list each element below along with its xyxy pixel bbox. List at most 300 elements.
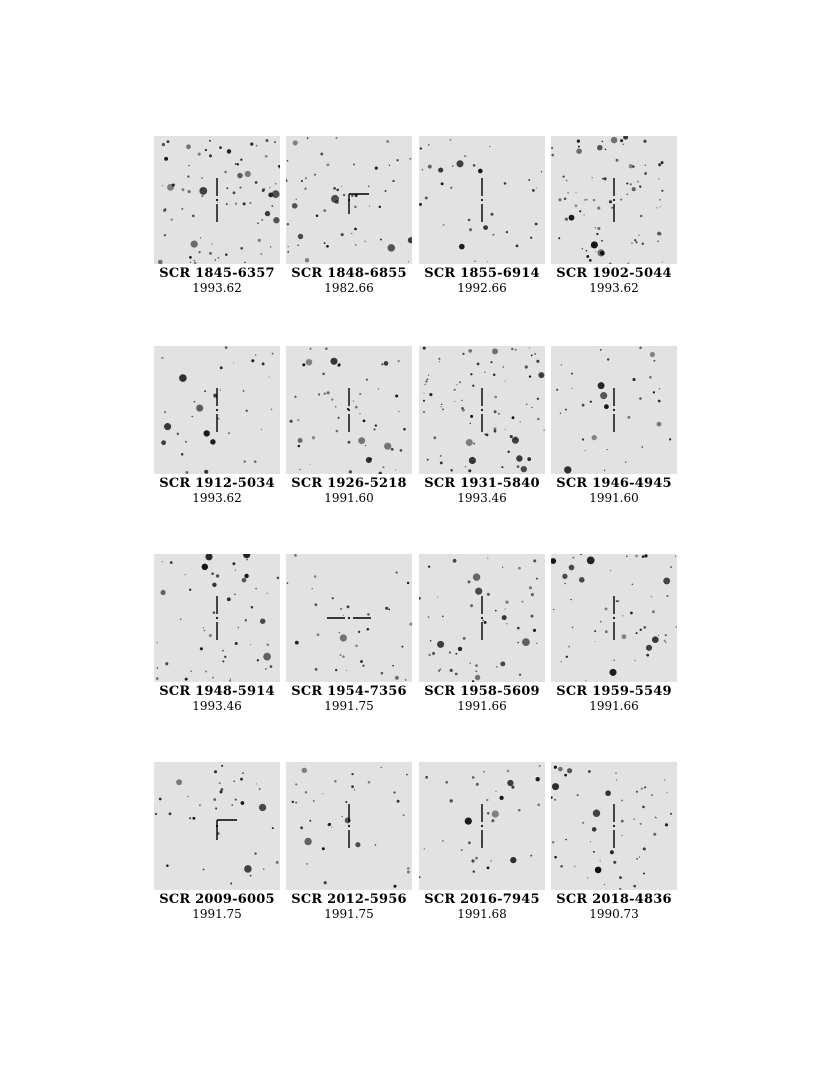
star — [475, 675, 480, 680]
star — [516, 245, 519, 248]
star — [505, 381, 506, 382]
star — [268, 193, 273, 198]
star — [265, 155, 268, 158]
star — [203, 869, 205, 871]
star — [507, 780, 513, 786]
star — [491, 819, 494, 822]
star — [643, 626, 646, 629]
star — [272, 190, 280, 198]
star — [240, 247, 243, 250]
star — [487, 867, 490, 870]
star — [232, 562, 235, 565]
star — [265, 211, 270, 216]
star — [487, 261, 488, 262]
star — [610, 570, 611, 571]
star — [619, 876, 622, 879]
star — [597, 145, 603, 151]
star — [188, 165, 189, 166]
target-star — [481, 617, 483, 619]
target-star — [216, 409, 218, 411]
star — [211, 572, 214, 575]
star — [324, 242, 326, 244]
star — [395, 394, 398, 397]
star — [309, 820, 311, 822]
star — [440, 461, 443, 464]
star — [492, 348, 498, 354]
star — [450, 669, 453, 672]
target-star — [481, 409, 483, 411]
star — [454, 389, 456, 391]
star — [334, 780, 336, 782]
star — [185, 574, 186, 575]
star-field — [154, 554, 280, 682]
star — [425, 197, 428, 200]
star — [192, 817, 195, 820]
star — [382, 466, 384, 468]
finder-image — [419, 554, 545, 682]
star — [475, 670, 477, 672]
star — [471, 859, 474, 862]
star — [379, 206, 382, 209]
star — [611, 137, 618, 144]
star — [305, 791, 307, 793]
star — [505, 429, 506, 430]
star — [466, 439, 473, 446]
star — [505, 601, 508, 604]
star — [632, 187, 636, 191]
star — [424, 848, 425, 849]
star — [646, 654, 649, 657]
star — [565, 409, 567, 411]
star — [577, 140, 580, 143]
star — [266, 139, 269, 142]
star — [442, 616, 444, 618]
star — [324, 881, 327, 884]
star — [354, 206, 357, 209]
star — [394, 885, 397, 888]
star — [395, 676, 399, 680]
star — [658, 163, 661, 166]
star — [498, 413, 500, 415]
star — [656, 817, 657, 818]
star — [164, 157, 168, 161]
object-name: SCR 1848-6855 — [291, 266, 407, 281]
star — [496, 666, 498, 668]
finder-image — [551, 346, 677, 474]
star — [353, 400, 354, 401]
star — [604, 177, 607, 180]
star — [225, 346, 228, 349]
star — [570, 599, 571, 600]
star — [244, 865, 252, 873]
star — [254, 852, 256, 854]
star — [643, 140, 646, 143]
star — [270, 246, 271, 247]
star — [469, 228, 472, 231]
star — [462, 353, 464, 355]
star — [660, 233, 662, 235]
star — [298, 234, 303, 239]
star — [529, 375, 531, 377]
star — [487, 593, 490, 596]
star — [452, 165, 453, 166]
star — [491, 361, 493, 363]
star — [621, 799, 623, 801]
star — [575, 192, 576, 193]
star — [639, 185, 641, 187]
star — [381, 767, 382, 768]
star — [650, 352, 655, 357]
star — [333, 187, 336, 190]
target-star — [216, 199, 218, 201]
star — [515, 349, 517, 351]
star — [578, 146, 580, 148]
star — [406, 774, 408, 776]
object-name: SCR 1958-5609 — [424, 684, 540, 699]
star — [626, 183, 628, 185]
object-name: SCR 1959-5549 — [556, 684, 672, 699]
star — [605, 790, 611, 796]
star — [483, 225, 488, 230]
star — [331, 398, 333, 400]
star — [162, 185, 163, 186]
star — [359, 413, 360, 414]
star — [659, 199, 661, 201]
star — [351, 773, 353, 775]
star — [630, 183, 632, 185]
star — [468, 841, 471, 844]
star — [290, 420, 293, 423]
star — [644, 786, 646, 788]
star — [244, 460, 246, 462]
star — [237, 173, 243, 179]
star — [586, 250, 588, 252]
star — [558, 198, 561, 201]
star — [533, 559, 536, 562]
star — [639, 397, 641, 399]
star — [231, 804, 233, 806]
star — [185, 471, 188, 474]
star — [419, 203, 422, 206]
star — [657, 422, 662, 427]
star — [170, 561, 173, 564]
star — [255, 354, 257, 356]
star — [243, 202, 246, 205]
star — [461, 849, 463, 851]
star — [468, 580, 471, 583]
star — [610, 850, 614, 854]
star — [622, 615, 623, 616]
star — [649, 376, 652, 379]
star — [666, 792, 667, 793]
star — [568, 646, 570, 648]
star — [620, 139, 623, 142]
star — [345, 801, 347, 803]
finder-label — [272, 892, 426, 922]
star — [494, 410, 497, 413]
finder-label — [405, 266, 559, 296]
star — [405, 679, 407, 681]
star-field — [286, 136, 412, 264]
star — [560, 413, 561, 414]
star — [327, 391, 330, 394]
star — [487, 812, 489, 814]
star — [258, 239, 261, 242]
star — [646, 645, 652, 651]
star — [351, 785, 354, 788]
star — [199, 804, 201, 806]
star — [298, 445, 301, 448]
object-name: SCR 1948-5914 — [159, 684, 275, 699]
star — [292, 203, 298, 209]
finder-label — [272, 476, 426, 506]
star — [537, 804, 540, 807]
star — [501, 466, 503, 468]
finder-label — [140, 684, 294, 714]
star — [212, 677, 214, 679]
star — [666, 595, 668, 597]
star — [398, 411, 399, 412]
star — [340, 608, 342, 610]
star — [204, 470, 208, 474]
star — [210, 439, 216, 445]
star — [423, 411, 425, 413]
star — [586, 255, 589, 258]
star — [226, 187, 228, 189]
epoch: 1982.66 — [324, 281, 374, 295]
star — [438, 358, 440, 360]
star — [156, 677, 159, 680]
star — [659, 388, 660, 389]
star — [341, 186, 342, 187]
finder-label — [405, 892, 559, 922]
star — [531, 593, 534, 596]
star — [426, 776, 428, 778]
star — [392, 180, 394, 182]
star — [594, 630, 596, 632]
star — [346, 670, 347, 671]
star — [221, 765, 223, 767]
star — [255, 181, 258, 184]
star — [209, 252, 212, 255]
star-field — [154, 136, 280, 264]
star — [165, 662, 168, 665]
star — [324, 392, 326, 394]
star — [162, 143, 165, 146]
star — [577, 794, 579, 796]
star — [536, 578, 538, 580]
star — [641, 787, 643, 789]
star — [245, 619, 247, 621]
star — [185, 678, 188, 681]
star — [642, 555, 645, 558]
star — [220, 788, 223, 791]
star — [484, 372, 486, 374]
star — [510, 857, 516, 863]
star — [388, 609, 390, 611]
star — [619, 888, 621, 890]
star — [635, 241, 637, 243]
star — [553, 609, 554, 610]
star — [483, 771, 485, 773]
star — [521, 601, 523, 603]
star — [631, 242, 633, 244]
target-star — [613, 199, 615, 201]
star — [217, 201, 218, 202]
star — [199, 187, 207, 195]
star — [658, 178, 659, 179]
star — [567, 768, 572, 773]
star — [554, 799, 556, 801]
star — [203, 629, 205, 631]
star — [472, 385, 474, 387]
star — [274, 141, 276, 143]
star — [262, 189, 265, 192]
star — [269, 187, 270, 188]
star — [295, 802, 297, 804]
star — [636, 632, 638, 634]
star — [508, 451, 510, 453]
star — [437, 641, 444, 648]
star — [534, 353, 536, 355]
star — [455, 653, 457, 655]
star — [242, 578, 247, 583]
star — [201, 177, 203, 179]
star — [621, 634, 626, 639]
star — [358, 437, 365, 444]
star — [211, 243, 212, 244]
object-name: SCR 1931-5840 — [424, 476, 540, 491]
star — [314, 575, 317, 578]
star — [640, 823, 642, 825]
epoch: 1993.62 — [192, 491, 242, 505]
star — [287, 223, 289, 225]
star — [214, 770, 217, 773]
star — [167, 140, 170, 143]
star — [378, 388, 379, 389]
star — [397, 800, 400, 803]
star — [307, 137, 309, 139]
star — [653, 391, 655, 393]
star — [190, 670, 192, 672]
epoch: 1991.66 — [589, 699, 639, 713]
star — [239, 187, 241, 189]
star — [445, 781, 448, 784]
star — [354, 789, 355, 790]
star — [297, 244, 299, 246]
star — [470, 423, 471, 424]
star — [219, 146, 222, 149]
star — [652, 636, 659, 643]
star — [375, 167, 378, 170]
star — [302, 768, 307, 773]
star — [189, 817, 191, 819]
star — [536, 643, 537, 644]
star — [265, 668, 267, 670]
star — [190, 262, 191, 263]
star — [616, 159, 619, 162]
star — [500, 661, 505, 666]
star — [442, 840, 444, 842]
star — [249, 202, 251, 204]
star — [518, 809, 521, 812]
star — [596, 233, 598, 235]
finder-image — [154, 136, 280, 264]
star — [295, 783, 297, 785]
star — [600, 621, 601, 622]
star — [665, 634, 667, 636]
star — [159, 798, 162, 801]
star — [526, 403, 528, 405]
star — [304, 838, 311, 845]
star — [261, 429, 262, 430]
star — [604, 404, 609, 409]
star — [564, 583, 566, 585]
star — [440, 406, 441, 407]
star — [473, 573, 480, 580]
star — [302, 363, 305, 366]
star — [615, 772, 617, 774]
star — [491, 213, 494, 216]
star — [187, 796, 189, 798]
finder-image — [419, 762, 545, 890]
star — [235, 642, 238, 645]
star — [440, 455, 442, 457]
star — [670, 566, 672, 568]
star — [625, 462, 626, 463]
object-name: SCR 1926-5218 — [291, 476, 407, 491]
epoch: 1991.75 — [324, 907, 374, 921]
star — [215, 807, 217, 809]
star — [469, 457, 476, 464]
star — [605, 630, 608, 633]
star — [216, 574, 219, 577]
star — [437, 597, 438, 598]
star — [462, 409, 465, 412]
star — [585, 450, 586, 451]
star — [522, 638, 530, 646]
star — [342, 655, 345, 658]
star — [486, 799, 488, 801]
star — [270, 665, 273, 668]
target-star — [348, 617, 350, 619]
star — [591, 241, 598, 248]
star — [240, 778, 243, 781]
star — [241, 801, 245, 805]
star — [579, 210, 581, 212]
star — [536, 187, 537, 188]
star — [502, 615, 507, 620]
star — [604, 470, 605, 471]
star — [204, 390, 206, 392]
star — [169, 812, 172, 815]
star — [468, 219, 471, 222]
star — [304, 188, 306, 190]
target-star — [613, 617, 615, 619]
star — [565, 839, 566, 840]
star — [335, 200, 339, 204]
finder-image — [154, 554, 280, 682]
star — [355, 406, 358, 409]
finder-image — [286, 762, 412, 890]
star-field — [286, 762, 412, 890]
star — [306, 863, 308, 865]
star — [351, 195, 353, 197]
star — [272, 353, 274, 355]
star — [310, 464, 311, 465]
star — [227, 597, 231, 601]
star — [518, 567, 521, 570]
